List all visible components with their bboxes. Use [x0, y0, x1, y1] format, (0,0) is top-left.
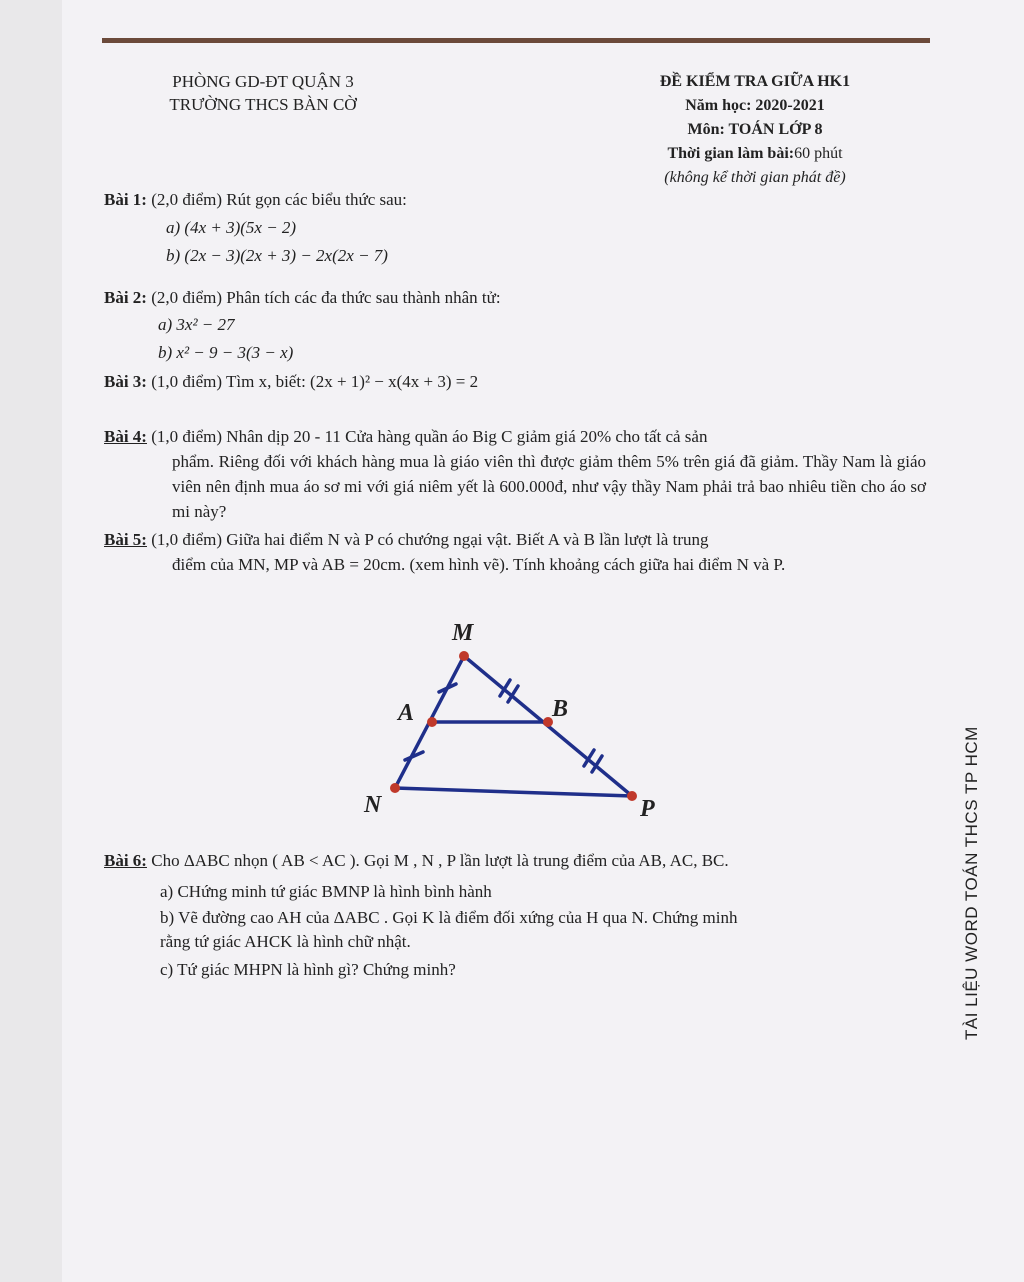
- label-a: A: [398, 700, 415, 726]
- bai4-paragraph: [104, 424, 926, 524]
- label-p: P: [640, 796, 655, 822]
- bai6-label: Bài 6:: [104, 851, 147, 870]
- bai3-heading: [104, 370, 478, 394]
- bai6-text: Cho ΔABC nhọn ( AB < AC ). Gọi M , N , P lần lượt là trung điểm của AB, AC, BC.: [146, 851, 729, 870]
- point-a: [427, 717, 437, 727]
- school-year: Năm học: 2020-2021: [685, 97, 825, 114]
- point-p: [627, 791, 637, 801]
- bai6-b-line2: rằng tứ giác AHCK là hình chữ nhật.: [160, 932, 411, 951]
- bai5-first-line: (1,0 điểm) Giữa hai điểm N và P có chướng ngại vật. Biết A và B lần lượt là trung: [151, 530, 709, 549]
- school-name: TRƯỜNG THCS BÀN CỜ: [169, 95, 357, 114]
- point-n: [390, 783, 400, 793]
- bai1-heading: [104, 188, 407, 212]
- side-watermark-text: TÀI LIỆU WORD TOÁN THCS TP HCM: [962, 726, 981, 1040]
- bai4-rest: phẩm. Riêng đối với khách hàng mua là giáo viên thì được giảm thêm 5% trên giá đã giảm. Thầy Nam là giáo viên nên định mua áo sơ mi với giá niêm yết là 600.000đ, như vậy thầy Nam phải trả bao nhiêu tiền cho áo sơ mi này?: [172, 452, 926, 521]
- time-line: [600, 142, 910, 166]
- bai4-first-line: (1,0 điểm) Nhân dịp 20 - 11 Cửa hàng quần áo Big C giảm giá 20% cho tất cả sản: [151, 427, 708, 446]
- department-name: PHÒNG GD-ĐT QUẬN 3: [172, 72, 354, 91]
- bai2-b: b) x² − 9 − 3(3 − x): [158, 343, 294, 362]
- bai5-label: Bài 5:: [104, 530, 147, 549]
- bai4-label: Bài 4:: [104, 427, 147, 446]
- time-note: (không kể thời gian phát đề): [664, 169, 846, 186]
- label-n: N: [364, 792, 382, 818]
- bai2-heading: [104, 286, 501, 310]
- bai3-label: Bài 3:: [104, 372, 147, 391]
- bai6-a: a) CHứng minh tứ giác BMNP là hình bình hành: [160, 882, 492, 901]
- bai1-text: (2,0 điểm) Rút gọn các biểu thức sau:: [151, 190, 407, 209]
- point-m: [459, 651, 469, 661]
- bai6-c: c) Tứ giác MHPN là hình gì? Chứng minh?: [160, 960, 456, 979]
- bai3-text: (1,0 điểm) Tìm x, biết: (2x + 1)² − x(4x + 3) = 2: [151, 372, 479, 391]
- bai1-b: b) (2x − 3)(2x + 3) − 2x(2x − 7): [166, 246, 388, 265]
- bai1-label: Bài 1:: [104, 190, 147, 209]
- bai6-heading: [104, 849, 729, 873]
- subject: Môn: TOÁN LỚP 8: [687, 121, 823, 138]
- bai2-label: Bài 2:: [104, 288, 147, 307]
- bai5-rest: điểm của MN, MP và AB = 20cm. (xem hình vẽ). Tính khoảng cách giữa hai điểm N và P.: [172, 555, 786, 574]
- time-value: 60 phút: [794, 145, 843, 162]
- bai6-b-line1: b) Vẽ đường cao AH của ΔABC . Gọi K là điểm đối xứng của H qua N. Chứng minh: [160, 908, 738, 927]
- bai5-paragraph: [104, 527, 926, 577]
- header-right: [600, 70, 910, 190]
- bai2-text: (2,0 điểm) Phân tích các đa thức sau thành nhân tử:: [151, 288, 501, 307]
- bai1-a: a) (4x + 3)(5x − 2): [166, 218, 297, 237]
- label-b: B: [552, 696, 569, 722]
- triangle-figure: [340, 610, 680, 830]
- top-rule: [102, 38, 930, 43]
- label-m: M: [452, 620, 474, 646]
- time-label: Thời gian làm bài:: [667, 145, 795, 162]
- segment-np: [395, 788, 632, 796]
- exam-title: ĐỀ KIỂM TRA GIỮA HK1: [659, 73, 851, 90]
- header-left: [108, 70, 418, 116]
- bai2-a: a) 3x² − 27: [158, 315, 235, 334]
